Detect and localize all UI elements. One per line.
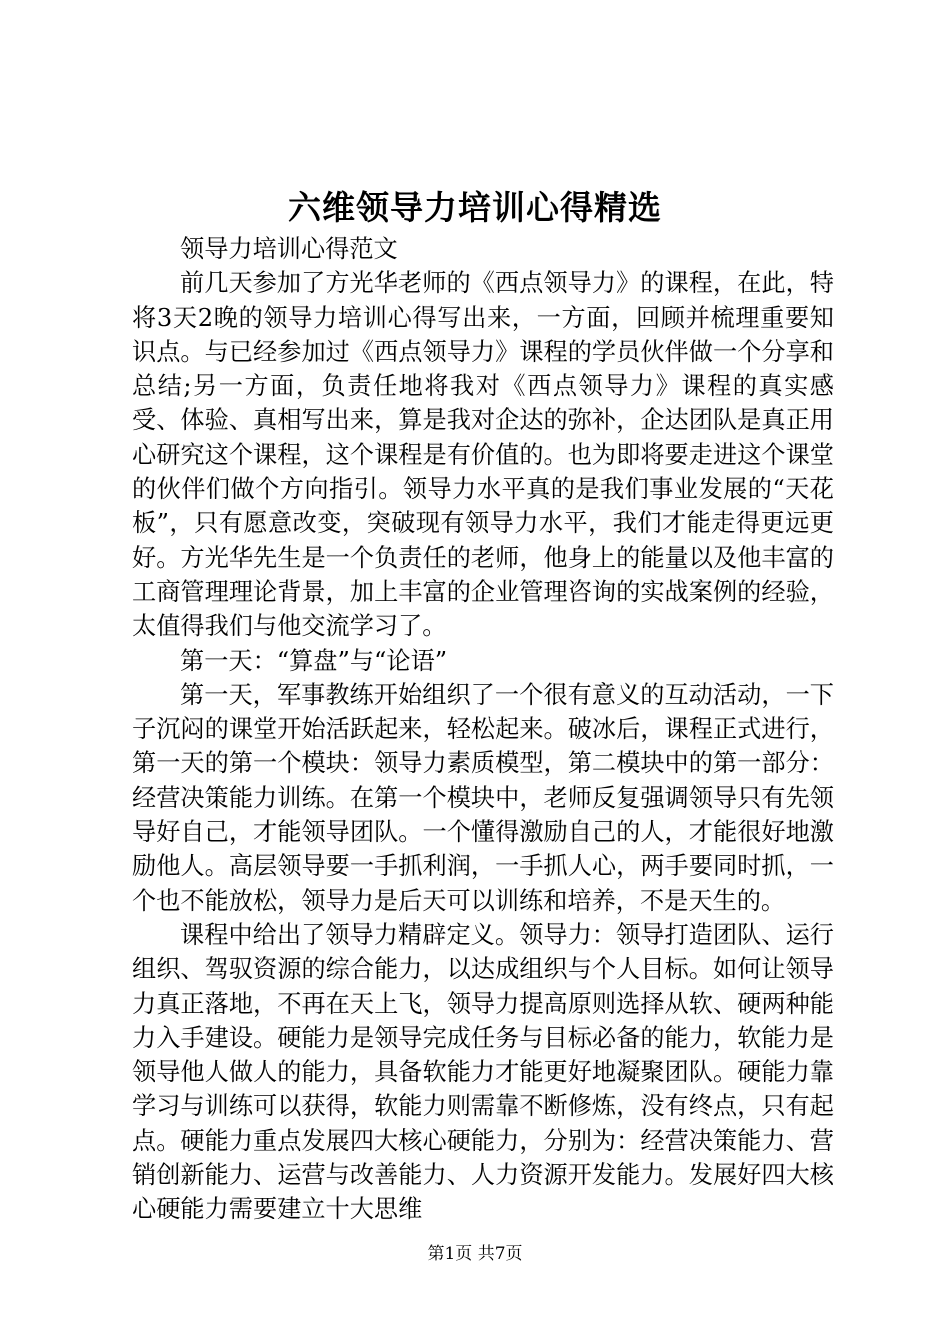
body-paragraph: 课程中给出了领导力精辟定义。领导力：领导打造团队、运行组织、驾驭资源的综合能力，以达成组织与个人目标。如何让领导力真正落地，不再在天上飞，领导力提高原则选择从软、硬两种能力入手建设。硬能力是领导完成任务与目标必备的能力，软能力是领导他人做人的能力，具备软能力才能更好地凝聚团队。硬能力靠学习与训练可以获得，软能力则需靠不断修炼，没有终点，只有起点。硬能力重点发展四大核心硬能力，分别为：经营决策能力、营销创新能力、运营与改善能力、人力资源开发能力。发展好四大核心硬能力需要建立十大思维 [132, 920, 834, 1224]
subtitle-paragraph: 领导力培训心得范文 [180, 235, 398, 263]
page-number-footer: 第1页 共7页 [427, 1244, 523, 1264]
section-heading-day-one: 第一天：“算盘”与“论语” [180, 646, 448, 675]
document-body [132, 232, 834, 1227]
body-paragraph: 前几天参加了方光华老师的《西点领导力》的课程，在此，特将3天2晚的领导力培训心得写出来，一方面，回顾并梳理重要知识点。与已经参加过《西点领导力》课程的学员伙伴做一个分享和总结;另一方面，负责任地将我对《西点领导力》课程的真实感受、体验、真相写出来，算是我对企达的弥补，企达团队是真正用心研究这个课程，这个课程是有价值的。也为即将要走进这个课堂的伙伴们做个方向指引。领导力水平真的是我们事业发展的“天花板”，只有愿意改变，突破现有领导力水平，我们才能走得更远更好。方光华先生是一个负责任的老师，他身上的能量以及他丰富的工商管理理论背景，加上丰富的企业管理咨询的实战案例的经验，太值得我们与他交流学习了。 [132, 269, 834, 641]
document-title: 六维领导力培训心得精选 [288, 188, 662, 227]
body-paragraph: 第一天，军事教练开始组织了一个很有意义的互动活动，一下子沉闷的课堂开始活跃起来，轻松起来。破冰后，课程正式进行，第一天的第一个模块：领导力素质模型，第二模块中的第一部分：经营决策能力训练。在第一个模块中，老师反复强调领导只有先领导好自己，才能领导团队。一个懂得激励自己的人，才能很好地激励他人。高层领导要一手抓利润，一手抓人心，两手要同时抓，一个也不能放松，领导力是后天可以训练和培养，不是天生的。 [132, 680, 834, 915]
